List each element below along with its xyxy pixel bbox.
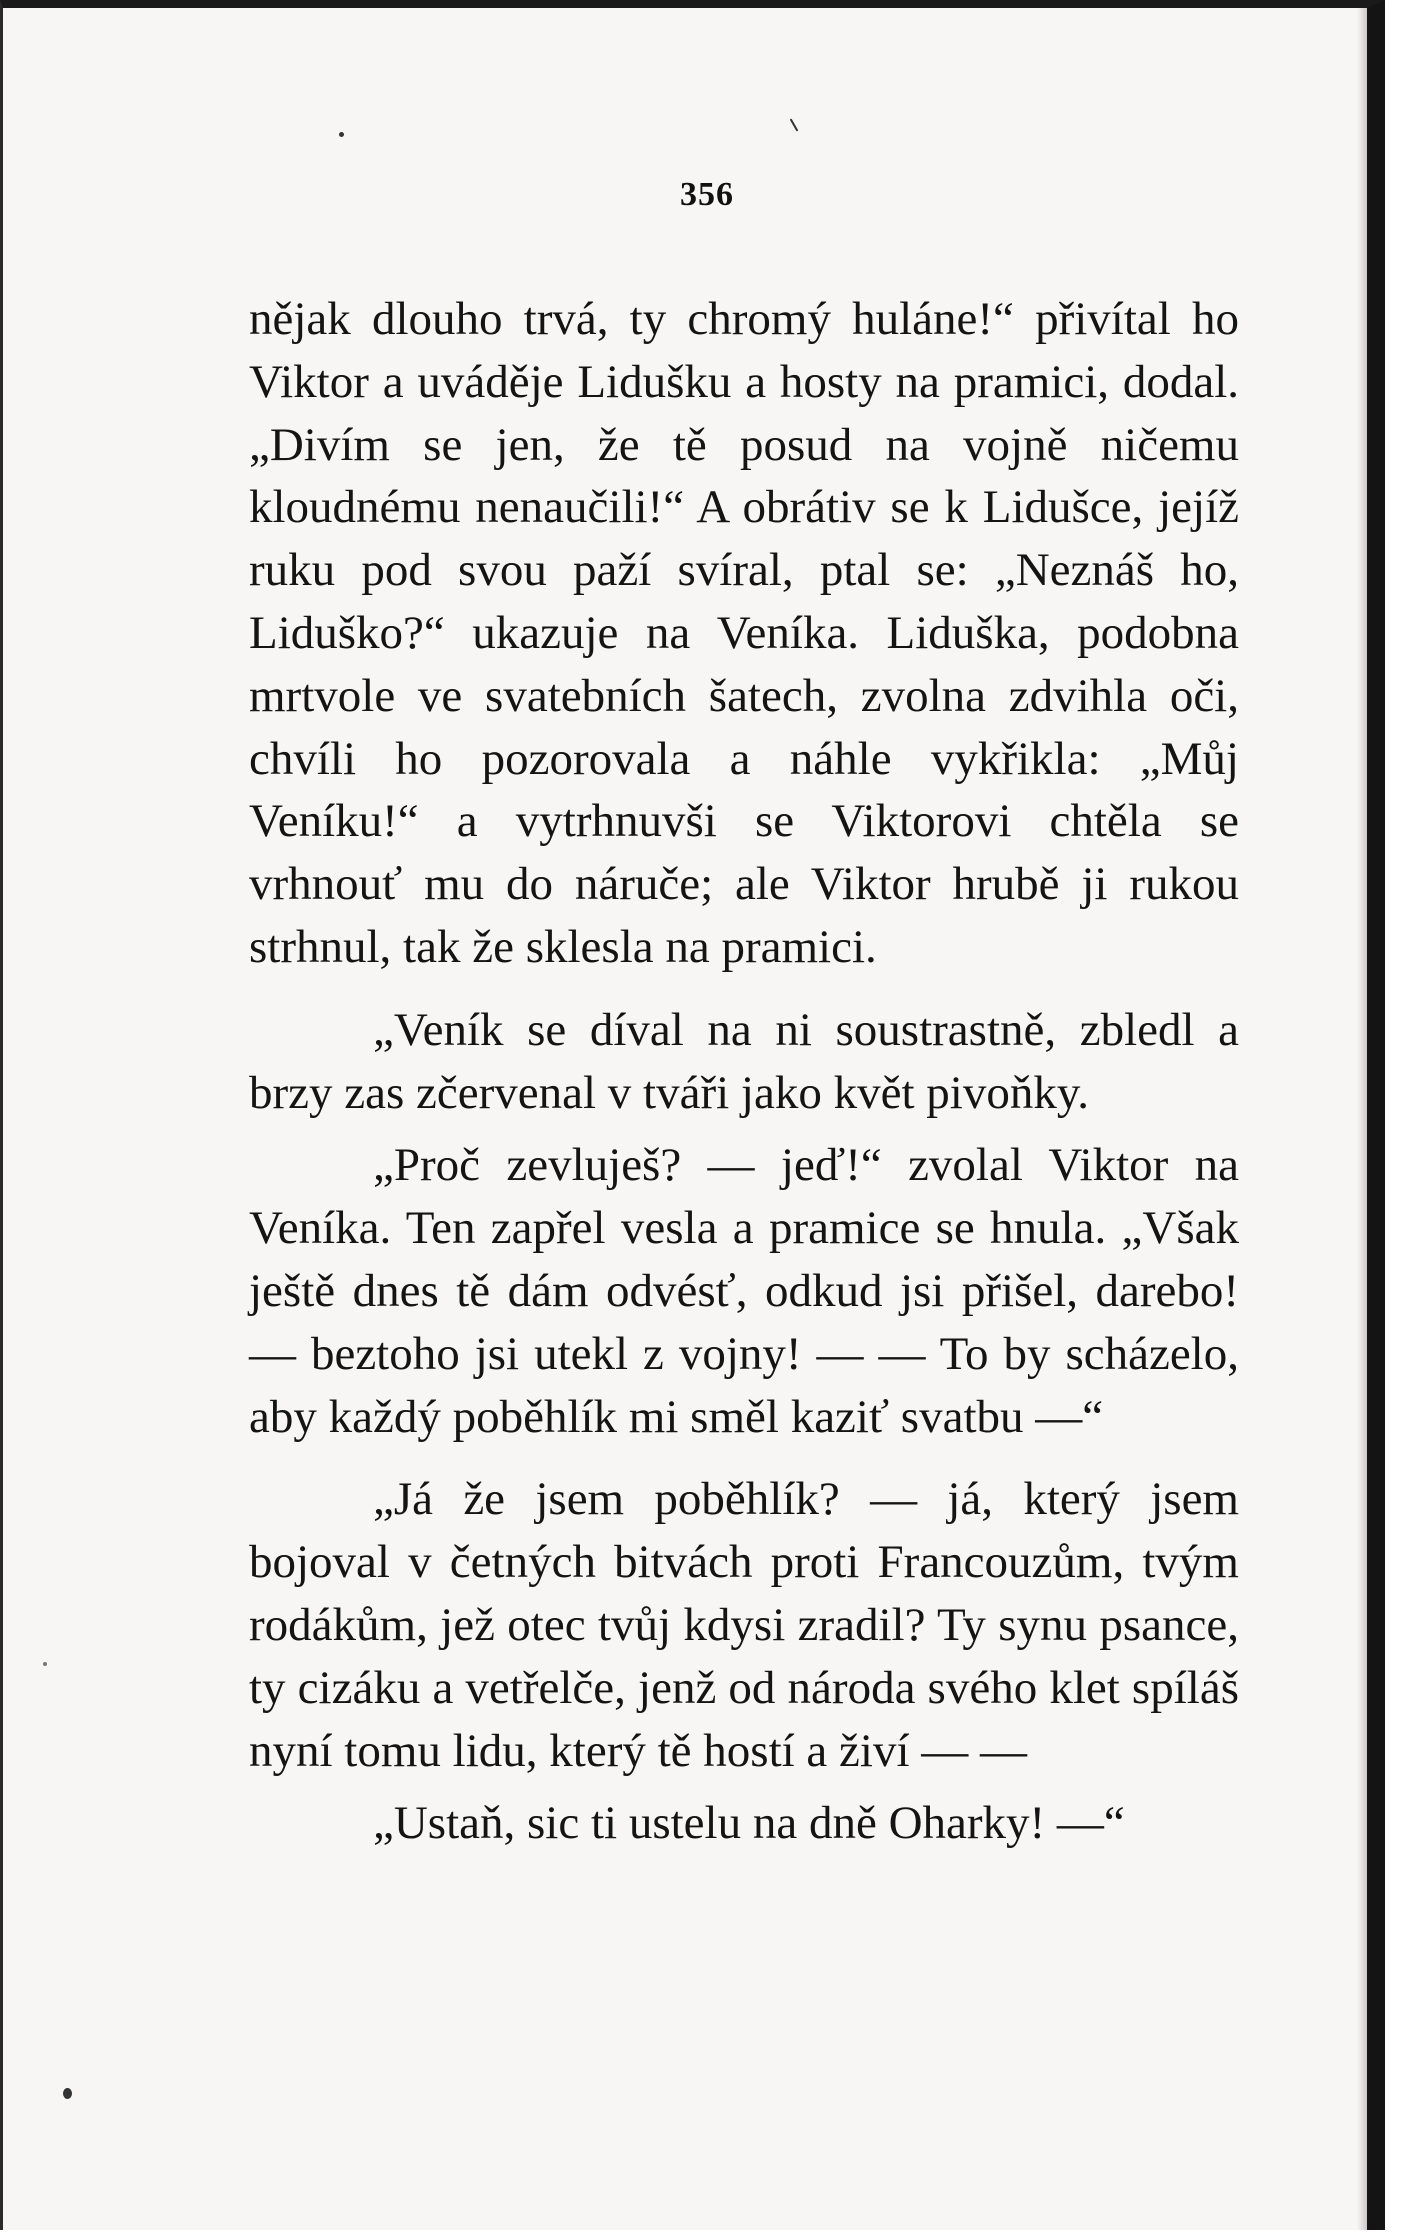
paragraph-3: „Proč zevluješ? — jeď!“ zvolal Viktor na Veníka. Ten zapřel vesla a pramice se hnula. „Však ještě dnes tě dám odvésť, odkud jsi přišel, darebo! — beztoho jsi utekl z vojny! — — To by scházelo, aby každý poběhlík mi směl kaziť svatbu —“ xyxy=(249,1139,1239,1443)
print-speck xyxy=(43,1662,47,1666)
page-text xyxy=(249,288,1239,1855)
print-speck xyxy=(63,2088,72,2099)
paragraph-4: „Já že jsem poběhlík? — já, který jsem bojoval v četných bitvách proti Francouzům, tvým rodákům, jež otec tvůj kdysi zradil? Ty synu psance, ty cizáku a vetřelče, jenž od národa svého klet spíláš nyní tomu lidu, který tě hostí a živí — — xyxy=(249,1473,1239,1777)
print-speck xyxy=(339,132,344,137)
paragraph-2: „Veník se díval na ni soustrastně, zbledl a brzy zas zčervenal v tváři jako květ pivoňky. xyxy=(249,1003,1239,1119)
print-speck xyxy=(790,118,799,131)
paragraph-5: „Ustaň, sic ti ustelu na dně Oharky! —“ xyxy=(373,1797,1125,1850)
page-number: 356 xyxy=(680,176,734,213)
paragraph-1: nějak dlouho trvá, ty chromý huláne!“ přivítal ho Viktor a uváděje Lidušku a hosty na pramici, dodal. „Divím se jen, že tě posud na vojně ničemu kloudnému nenaučili!“ A obrátiv se k Lidušce, jejíž ruku pod svou paží svíral, ptal se: „Neznáš ho, Liduško?“ ukazuje na Veníka. Liduška, podobna mrtvole ve svatebních šatech, zvolna zdvihla oči, chvíli ho pozorovala a náhle vykřikla: „Můj Veníku!“ a vytrhnuvši se Viktorovi chtěla se vrhnouť mu do náruče; ale Viktor hrubě ji rukou strhnul, tak že sklesla na pramici. xyxy=(249,293,1239,973)
